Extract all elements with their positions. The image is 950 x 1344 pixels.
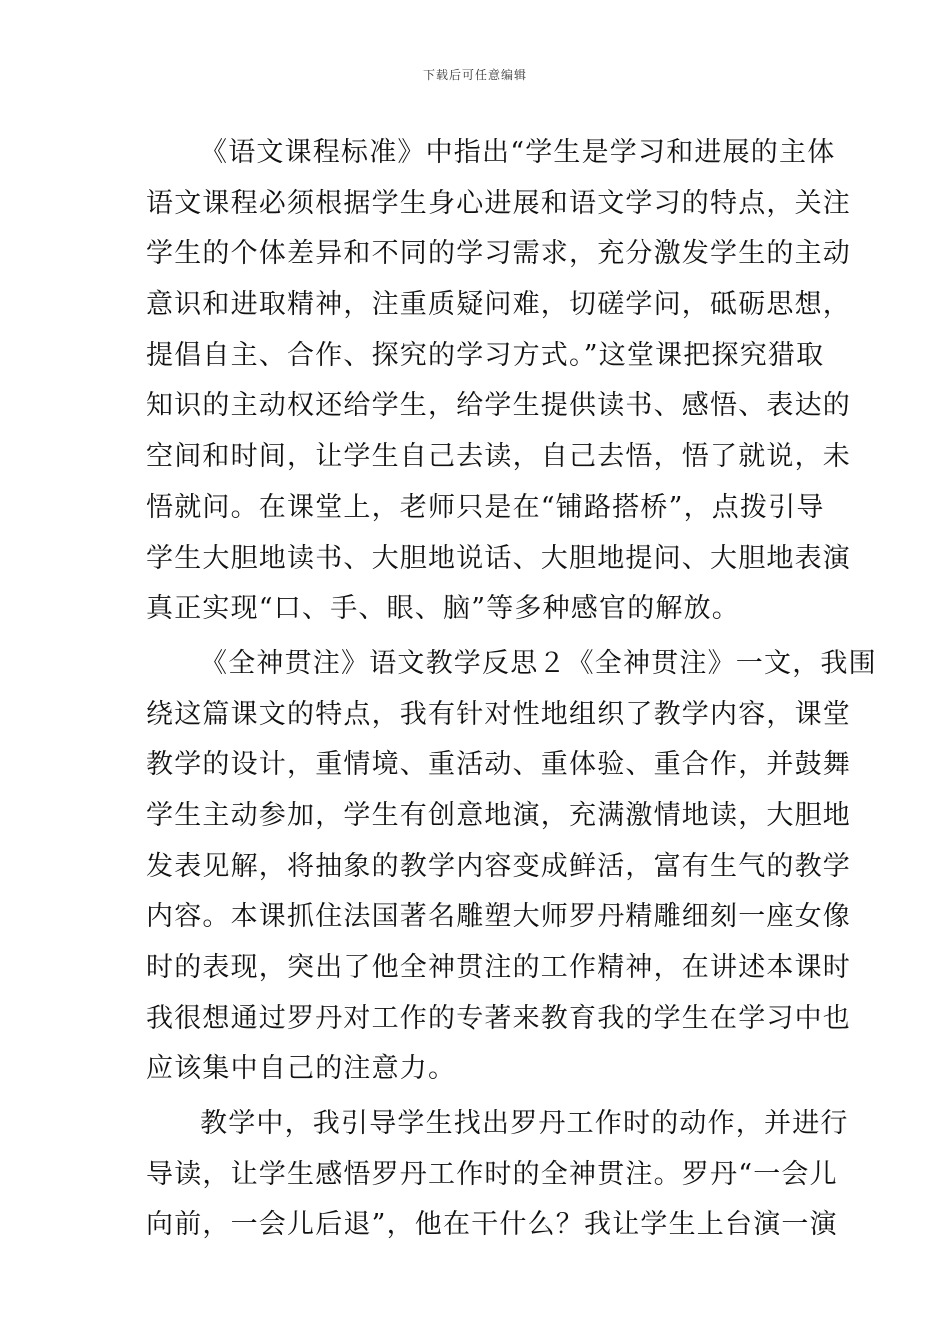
text-line: 悟就问。在课堂上，老师只是在“铺路搭桥”，点拨引导 (146, 491, 825, 523)
text-line: 绕这篇课文的特点，我有针对性地组织了教学内容，课堂 (146, 698, 851, 730)
text-line: 时的表现，突出了他全神贯注的工作精神，在讲述本课时 (146, 952, 851, 983)
text-line: 教学中，我引导学生找出罗丹工作时的动作，并进行 (200, 1108, 849, 1140)
document-body (146, 128, 877, 1251)
text-line: 学生的个体差异和不同的学习需求，充分激发学生的主动 (146, 238, 851, 270)
text-line: 发表见解，将抽象的教学内容变成鲜活，富有生气的教学 (146, 850, 851, 882)
text-line: 我很想通过罗丹对工作的专著来教育我的学生在学习中也 (146, 1002, 851, 1034)
text-line: 学生大胆地读书、大胆地说话、大胆地提问、大胆地表演 (146, 542, 851, 574)
text-line: 真正实现“口、手、眼、脑”等多种感官的解放。 (146, 593, 741, 625)
paragraph (146, 128, 851, 635)
text-line: 《语文课程标准》中指出“学生是学习和进展的主体 (200, 137, 836, 168)
text-line: 空间和时间，让学生自己去读，自己去悟，悟了就说，未 (146, 441, 851, 473)
text-line: 内容。本课抓住法国著名雕塑大师罗丹精雕细刻一座女像 (146, 901, 851, 933)
paragraph (146, 1099, 849, 1251)
text-line: 《全神贯注》语文教学反思２《全神贯注》一文，我围 (200, 647, 877, 679)
text-line: 教学的设计，重情境、重活动、重体验、重合作，并鼓舞 (146, 749, 851, 781)
text-line: 向前，一会儿后退”，他在干什么？我让学生上台演一演 (146, 1209, 838, 1241)
text-line: 意识和进取精神，注重质疑问难，切磋学问，砥砺思想， (146, 289, 851, 321)
text-line: 学生主动参加，学生有创意地演，充满激情地读，大胆地 (146, 799, 851, 831)
page-header-note: 下载后可任意编辑 (422, 68, 527, 82)
text-line: 语文课程必须根据学生身心进展和语文学习的特点，关注 (146, 187, 851, 219)
text-line: 导读，让学生感悟罗丹工作时的全神贯注。罗丹“一会儿 (146, 1158, 838, 1190)
paragraph (146, 639, 877, 1095)
text-line: 知识的主动权还给学生，给学生提供读书、感悟、表达的 (146, 390, 851, 422)
text-line: 提倡自主、合作、探究的学习方式。”这堂课把探究猎取 (146, 339, 825, 371)
text-line: 应该集中自己的注意力。 (146, 1053, 457, 1085)
